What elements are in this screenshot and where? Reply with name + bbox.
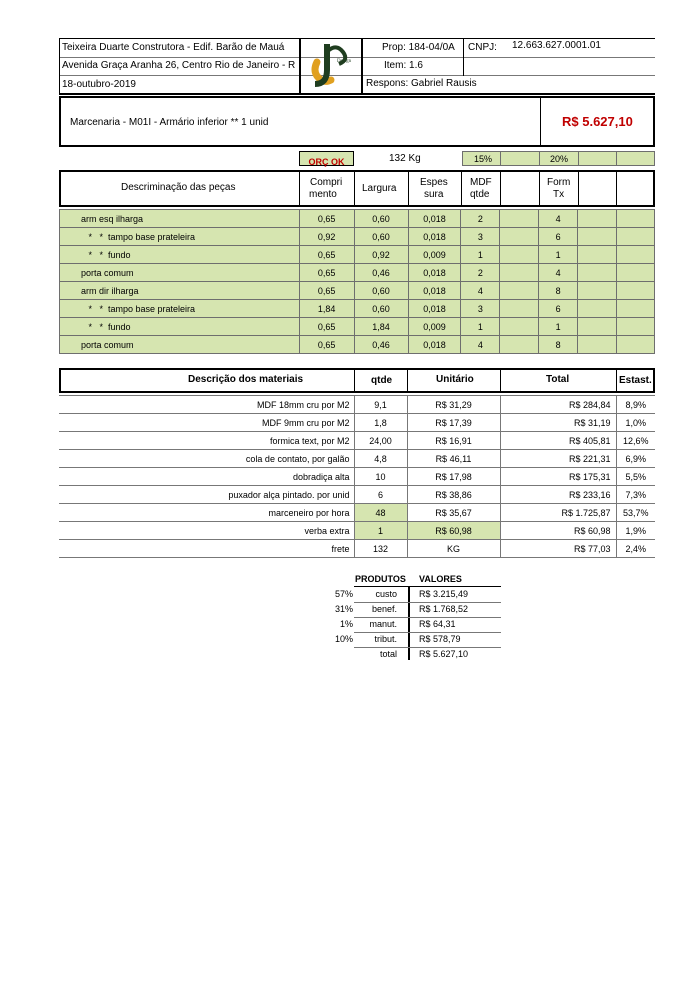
piece-length: 0,65 (299, 318, 354, 336)
material-unit: R$ 17,39 (407, 414, 500, 432)
table-row (59, 540, 655, 558)
piece-empty (617, 282, 655, 300)
piece-empty (578, 228, 617, 246)
table-row (59, 486, 655, 504)
piece-desc: * * fundo (60, 246, 300, 264)
piece-thickness: 0,018 (408, 264, 461, 282)
material-desc: MDF 18mm cru por M2 (59, 396, 354, 414)
table-row (60, 300, 655, 318)
materials-col-description: Descrição dos materiais (188, 374, 304, 385)
header-divider-b (361, 38, 363, 94)
piece-thickness: 0,018 (408, 282, 461, 300)
materials-col-total: Total (546, 374, 570, 385)
piece-width: 1,84 (354, 318, 408, 336)
orc-ok-badge (299, 151, 354, 166)
piece-form: 6 (539, 300, 578, 318)
piece-empty (500, 300, 539, 318)
status-cell-divider (578, 151, 579, 166)
piece-width: 0,46 (354, 336, 408, 354)
materials-col-qty: qtde (371, 375, 393, 386)
piece-length: 1,84 (299, 300, 354, 318)
pieces-header-divider (299, 170, 300, 207)
pieces-col-mdf-2: qtde (470, 189, 490, 200)
material-unit: R$ 31,29 (407, 396, 500, 414)
percent-15: 15% (474, 154, 493, 164)
piece-mdf-qty: 4 (461, 336, 500, 354)
piece-form: 1 (539, 246, 578, 264)
piece-desc: * * fundo (60, 318, 300, 336)
material-total: R$ 405,81 (500, 432, 616, 450)
material-pct: 1,9% (616, 522, 655, 540)
materials-header-divider (500, 368, 501, 393)
total-weight: 132 Kg (389, 153, 421, 164)
table-row (60, 336, 655, 354)
table-row (59, 414, 655, 432)
material-total: R$ 221,31 (500, 450, 616, 468)
table-row (59, 468, 655, 486)
material-pct: 53,7% (616, 504, 655, 522)
header-divider-a (299, 38, 301, 94)
piece-empty (617, 228, 655, 246)
totals-value: R$ 3.215,49 (419, 589, 469, 599)
material-pct: 5,5% (616, 468, 655, 486)
pieces-col-mdf-1: MDF (470, 177, 492, 188)
piece-empty (578, 246, 617, 264)
piece-form: 4 (539, 210, 578, 228)
totals-col-products: PRODUTOS (355, 574, 406, 584)
material-qty: 4,8 (354, 450, 407, 468)
pieces-col-form-2: Tx (553, 189, 565, 200)
piece-empty (578, 336, 617, 354)
piece-empty (500, 246, 539, 264)
pieces-col-length-1: Compri (310, 177, 343, 188)
materials-table (59, 395, 655, 558)
status-cell-divider (539, 151, 540, 166)
table-row (60, 210, 655, 228)
percent-20: 20% (550, 154, 569, 164)
materials-header-divider (354, 368, 355, 393)
materials-col-unit: Unitário (436, 374, 474, 385)
totals-row-line (354, 647, 501, 648)
material-total: R$ 60,98 (500, 522, 616, 540)
materials-header-divider (407, 368, 408, 393)
document-date: 18-outubro-2019 (62, 79, 136, 90)
piece-length: 0,65 (299, 210, 354, 228)
piece-desc: * * tampo base prateleira (60, 300, 300, 318)
pieces-header-divider (461, 170, 462, 207)
pieces-header-divider (578, 170, 579, 207)
totals-col-values: VALORES (419, 574, 462, 584)
piece-mdf-qty: 2 (461, 210, 500, 228)
material-qty: 9,1 (354, 396, 407, 414)
table-row (60, 246, 655, 264)
piece-length: 0,65 (299, 336, 354, 354)
pieces-col-description: Descriminação das peças (121, 182, 236, 193)
piece-empty (578, 264, 617, 282)
material-desc: verba extra (59, 522, 354, 540)
totals-label: custo (375, 589, 397, 599)
table-row (59, 450, 655, 468)
pieces-col-width: Largura (362, 183, 397, 194)
cnpj-value: 12.663.627.0001.01 (512, 40, 601, 51)
pieces-table (59, 209, 655, 354)
status-cell-divider (500, 151, 501, 166)
piece-form: 1 (539, 318, 578, 336)
pieces-col-form-1: Form (547, 177, 571, 188)
company-logo (303, 40, 359, 92)
material-desc: cola de contato, por galão (59, 450, 354, 468)
pieces-header-divider (354, 170, 355, 207)
totals-pct: 57% (334, 589, 353, 599)
material-unit: KG (407, 540, 500, 558)
material-desc: puxador alça pintado. por unid (59, 486, 354, 504)
pieces-col-length-2: mento (309, 189, 337, 200)
pieces-col-thickness-2: sura (424, 189, 444, 200)
proposal-number: Prop: 184-04/0A (382, 42, 455, 53)
material-unit: R$ 46,11 (407, 450, 500, 468)
pieces-header-divider (500, 170, 501, 207)
piece-empty (578, 318, 617, 336)
piece-desc: arm esq ilharga (60, 210, 300, 228)
table-row (60, 228, 655, 246)
totals-label: total (379, 649, 397, 659)
material-total: R$ 31,19 (500, 414, 616, 432)
summary-divider (540, 96, 541, 147)
table-row (60, 282, 655, 300)
piece-empty (500, 264, 539, 282)
totals-label: benef. (371, 604, 397, 614)
material-desc: frete (59, 540, 354, 558)
table-row (59, 504, 655, 522)
header-top-line (59, 38, 655, 39)
material-total: R$ 233,16 (500, 486, 616, 504)
piece-length: 0,65 (299, 282, 354, 300)
piece-empty (617, 336, 655, 354)
material-pct: 8,9% (616, 396, 655, 414)
material-total: R$ 1.725,87 (500, 504, 616, 522)
piece-desc: arm dir ilharga (60, 282, 300, 300)
item-number: Item: 1.6 (384, 60, 423, 71)
piece-empty (578, 282, 617, 300)
material-unit: R$ 38,86 (407, 486, 500, 504)
totals-header-line (354, 586, 501, 587)
piece-desc: porta comum (60, 336, 300, 354)
totals-pct: 31% (334, 604, 353, 614)
totals-value: R$ 1.768,52 (419, 604, 469, 614)
piece-empty (617, 300, 655, 318)
material-qty: 6 (354, 486, 407, 504)
piece-width: 0,60 (354, 228, 408, 246)
totals-row-line (354, 617, 501, 618)
piece-thickness: 0,018 (408, 336, 461, 354)
material-pct: 2,4% (616, 540, 655, 558)
piece-mdf-qty: 1 (461, 318, 500, 336)
materials-col-stat: Estast. (619, 375, 652, 386)
material-qty: 48 (354, 504, 407, 522)
material-qty: 1,8 (354, 414, 407, 432)
status-cell-divider (616, 151, 617, 166)
piece-length: 0,65 (299, 264, 354, 282)
piece-thickness: 0,018 (408, 210, 461, 228)
piece-empty (500, 282, 539, 300)
material-desc: MDF 9mm cru por M2 (59, 414, 354, 432)
material-pct: 7,3% (616, 486, 655, 504)
totals-pct: 1% (339, 619, 353, 629)
totals-vertical-line (408, 586, 410, 660)
company-address: Avenida Graça Aranha 26, Centro Rio de Janeiro - R (62, 60, 296, 71)
piece-form: 8 (539, 282, 578, 300)
piece-desc: * * tampo base prateleira (60, 228, 300, 246)
piece-thickness: 0,009 (408, 318, 461, 336)
material-total: R$ 175,31 (500, 468, 616, 486)
piece-width: 0,60 (354, 282, 408, 300)
piece-width: 0,46 (354, 264, 408, 282)
piece-form: 6 (539, 228, 578, 246)
piece-mdf-qty: 2 (461, 264, 500, 282)
material-unit: R$ 16,91 (407, 432, 500, 450)
piece-length: 0,92 (299, 228, 354, 246)
header-bottom-line (59, 93, 655, 95)
table-row (59, 396, 655, 414)
material-total: R$ 284,84 (500, 396, 616, 414)
piece-form: 8 (539, 336, 578, 354)
piece-width: 0,60 (354, 210, 408, 228)
material-pct: 1,0% (616, 414, 655, 432)
materials-header-divider (616, 368, 617, 393)
pieces-col-thickness-1: Espes (420, 177, 448, 188)
piece-thickness: 0,009 (408, 246, 461, 264)
material-desc: formica text, por M2 (59, 432, 354, 450)
piece-desc: porta comum (60, 264, 300, 282)
material-qty: 10 (354, 468, 407, 486)
piece-empty (617, 210, 655, 228)
piece-empty (617, 246, 655, 264)
piece-width: 0,92 (354, 246, 408, 264)
piece-mdf-qty: 4 (461, 282, 500, 300)
piece-empty (578, 300, 617, 318)
totals-row-line (354, 632, 501, 633)
table-row (60, 264, 655, 282)
material-total: R$ 77,03 (500, 540, 616, 558)
material-desc: marceneiro por hora (59, 504, 354, 522)
material-qty: 132 (354, 540, 407, 558)
table-row (60, 318, 655, 336)
company-name: Teixeira Duarte Construtora - Edif. Barão de Mauá (62, 42, 285, 53)
header-left-border (59, 38, 60, 94)
material-unit: R$ 17,98 (407, 468, 500, 486)
material-qty: 24,00 (354, 432, 407, 450)
pieces-header-divider (539, 170, 540, 207)
piece-mdf-qty: 3 (461, 228, 500, 246)
totals-label: tribut. (374, 634, 397, 644)
pieces-header-divider (408, 170, 409, 207)
totals-value: R$ 578,79 (419, 634, 461, 644)
material-unit: R$ 60,98 (407, 522, 500, 540)
header-divider-c (463, 38, 464, 76)
piece-empty (500, 336, 539, 354)
table-row (59, 522, 655, 540)
piece-empty (578, 210, 617, 228)
svg-text:Design: Design (337, 59, 352, 64)
pieces-header-divider (616, 170, 617, 207)
material-desc: dobradiça alta (59, 468, 354, 486)
summary-description: Marcenaria - M01I - Armário inferior ** 1 unid (70, 117, 269, 128)
totals-value: R$ 5.627,10 (419, 649, 469, 659)
material-pct: 6,9% (616, 450, 655, 468)
totals-label: manut. (369, 619, 397, 629)
piece-width: 0,60 (354, 300, 408, 318)
piece-empty (617, 318, 655, 336)
piece-length: 0,65 (299, 246, 354, 264)
piece-empty (617, 264, 655, 282)
piece-thickness: 0,018 (408, 300, 461, 318)
totals-breakdown (330, 570, 510, 665)
piece-form: 4 (539, 264, 578, 282)
material-unit: R$ 35,67 (407, 504, 500, 522)
piece-mdf-qty: 1 (461, 246, 500, 264)
table-row (59, 432, 655, 450)
totals-row-line (354, 602, 501, 603)
piece-mdf-qty: 3 (461, 300, 500, 318)
orc-ok-label: ORÇ OK (308, 157, 345, 167)
piece-empty (500, 210, 539, 228)
cnpj-label: CNPJ: (468, 42, 497, 53)
summary-total: R$ 5.627,10 (562, 114, 633, 129)
piece-empty (500, 318, 539, 336)
totals-pct: 10% (334, 634, 353, 644)
material-pct: 12,6% (616, 432, 655, 450)
piece-thickness: 0,018 (408, 228, 461, 246)
piece-empty (500, 228, 539, 246)
totals-value: R$ 64,31 (419, 619, 456, 629)
responsible-person: Respons: Gabriel Rausis (366, 78, 477, 89)
material-qty: 1 (354, 522, 407, 540)
